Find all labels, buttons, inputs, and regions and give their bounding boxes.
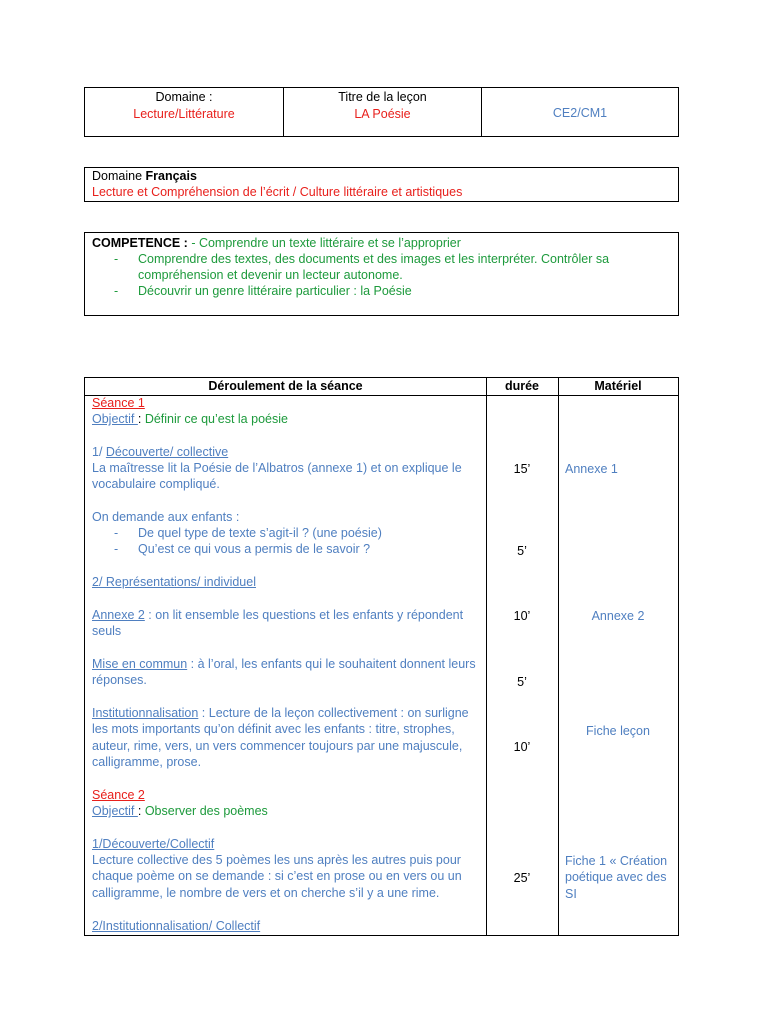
competence-label: COMPETENCE :: [92, 236, 188, 250]
question-item: - Qu’est ce qui vous a permis de le savoir ?: [114, 542, 371, 557]
duration-cell: 5’: [517, 544, 527, 558]
seance2-decouverte-title: 1/Découverte/Collectif: [92, 837, 215, 851]
seance2-objectif: Objectif : Observer des poèmes: [92, 804, 268, 818]
competence-first-line: [92, 235, 672, 251]
domaine-value: Lecture/Littérature: [133, 107, 235, 121]
titre-cell: [284, 88, 482, 136]
niveau-cell: CE2/CM1: [552, 106, 608, 120]
question-item: - De quel type de texte s’agit-il ? (une poésie): [114, 526, 382, 540]
seance1-representations: 2/ Représentations/ individuel: [92, 575, 256, 589]
titre-label: Titre de la leçon: [338, 90, 427, 104]
competence-dash: -: [187, 236, 199, 250]
competence-box: [84, 232, 679, 316]
duration-cell: 15’: [513, 462, 531, 476]
competence-item: - Découvrir un genre littéraire particulier : la Poésie: [114, 284, 412, 298]
materiel-cell: Annexe 2: [591, 609, 645, 623]
domaine-box-subject: Français: [145, 169, 197, 183]
header-deroulement: Déroulement de la séance: [208, 379, 363, 393]
seance1-decouverte-text: La maîtresse lit la Poésie de l’Albatros (annexe 1) et on explique le vocabulaire compliqué.: [92, 461, 462, 492]
domaine-box-prefix: Domaine: [92, 169, 146, 183]
competence-item: - Comprendre des textes, des documents et des images et les interpréter. Contrôler sa compréhension et devenir un lecteur autonome.: [114, 252, 610, 282]
materiel-cell: Fiche 1 « Création poétique avec des SI: [565, 854, 668, 901]
duration-cell: 10’: [513, 609, 531, 623]
seance1-question-intro: On demande aux enfants :: [92, 510, 240, 524]
titre-value: LA Poésie: [354, 107, 411, 121]
header-duree: durée: [504, 379, 540, 393]
domaine-box: [84, 167, 679, 202]
duration-cell: 5’: [517, 675, 527, 689]
seance2-decouverte-text: Lecture collective des 5 poèmes les uns après les autres puis pour chaque poème on se demande : si c’est en prose ou en vers ou un calligramme, le nombre de vers et on cherche s’il y a une rime.: [92, 853, 462, 900]
lesson-header-table: [84, 87, 679, 137]
seance2-title: Séance 2: [92, 788, 145, 802]
materiel-cell: Fiche leçon: [586, 724, 650, 738]
domaine-box-subtitle: Lecture et Compréhension de l’écrit / Culture littéraire et artistiques: [92, 185, 463, 199]
duration-cell: 25’: [513, 871, 531, 885]
seance1-institutionnalisation: Institutionnalisation : Lecture de la leçon collectivement : on surligne les mots importants qu’on définit avec les enfants : titre, strophes, auteur, rime, vers, un vers commencer toujours par une majuscule, calligramme, prose.: [92, 706, 469, 769]
domaine-cell: [85, 88, 284, 136]
seance1-objectif: Objectif : Définir ce qu’est la poésie: [92, 412, 288, 426]
competence-first: Comprendre un texte littéraire et se l’approprier: [198, 236, 461, 250]
header-materiel: Matériel: [594, 379, 642, 393]
domaine-box-title: [92, 168, 678, 184]
duration-cell: 10’: [513, 740, 531, 754]
seance1-decouverte-title: 1/ Découverte/ collective: [92, 445, 229, 459]
seance1-questions: [92, 525, 482, 558]
seance1-annexe2: Annexe 2 : on lit ensemble les questions et les enfants y répondent seuls: [92, 608, 464, 639]
seance2-institutionnalisation: 2/Institutionnalisation/ Collectif: [92, 919, 261, 933]
materiel-cell: Annexe 1: [565, 462, 618, 476]
seance1-mise-en-commun: Mise en commun : à l’oral, les enfants qui le souhaitent donnent leurs réponses.: [92, 657, 476, 688]
domaine-label: Domaine :: [155, 90, 213, 104]
seance-table: [84, 377, 679, 936]
seance1-title: Séance 1: [92, 396, 145, 410]
